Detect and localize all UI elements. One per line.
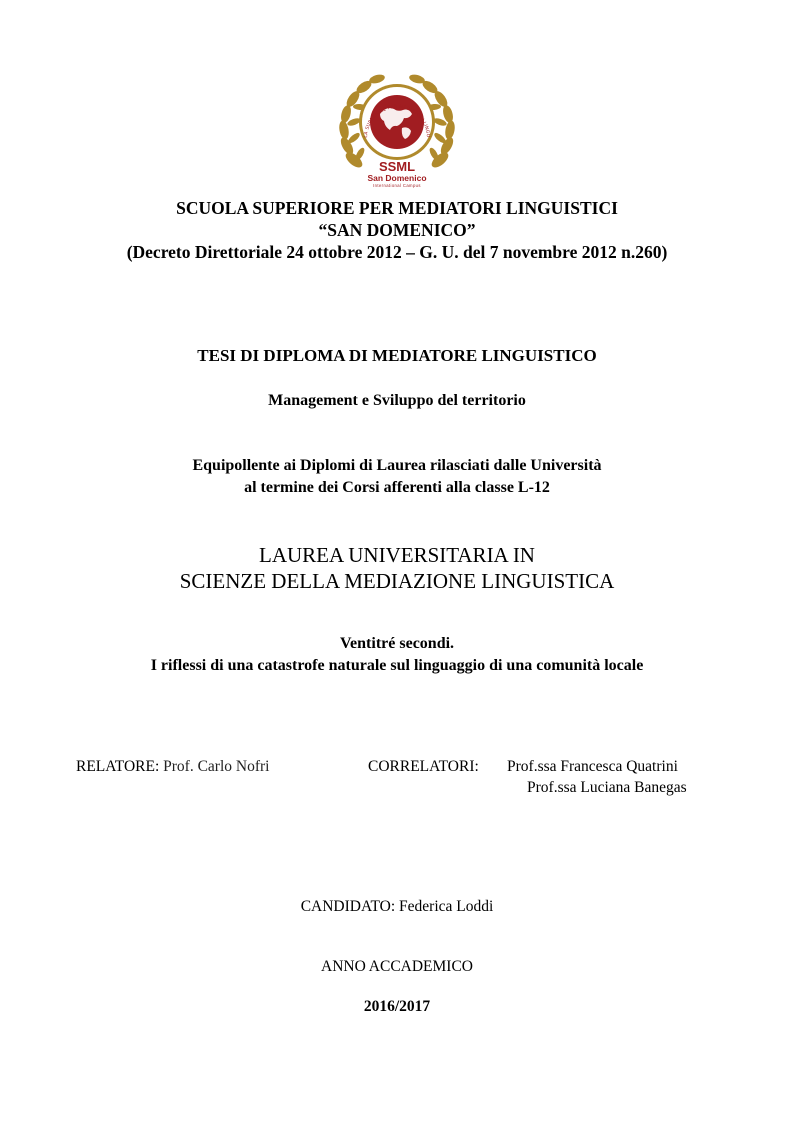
logo-acronym: SSML [378, 159, 416, 174]
correlatori-label: CORRELATORI: [368, 758, 479, 775]
degree-line-1: LAUREA UNIVERSITARIA IN [259, 543, 535, 567]
candidato-label: CANDIDATO: [300, 898, 396, 915]
correlatore-name: Prof.ssa Francesca Quatrini [507, 758, 678, 775]
equivalence-line-2: al termine dei Corsi afferenti alla classe L-12 [244, 479, 550, 496]
correlatore-name: Prof.ssa Luciana Banegas [527, 779, 687, 796]
relatore-label: RELATORE: [76, 758, 160, 775]
thesis-title: Ventitré secondi. [339, 635, 455, 652]
thesis-type: TESI DI DIPLOMA DI MEDIATORE LINGUISTICO [197, 346, 597, 365]
thesis-title-block [0, 633, 794, 677]
logo-name: San Domenico [367, 173, 427, 183]
curriculum: Management e Sviluppo del territorio [268, 392, 526, 409]
thesis-subtitle: I riflessi di una catastrofe naturale sul linguaggio di una comunità locale [150, 657, 644, 674]
school-header [0, 197, 794, 263]
degree-title [0, 542, 794, 594]
candidato [0, 898, 794, 916]
relatore-name: Prof. Carlo Nofri [163, 758, 270, 775]
relatore [76, 758, 269, 776]
logo-tagline: International Campus [373, 183, 421, 188]
school-name: SCUOLA SUPERIORE PER MEDIATORI LINGUISTICI [176, 198, 618, 218]
academic-year-label: ANNO ACCADEMICO [321, 958, 473, 975]
degree-line-2: SCIENZE DELLA MEDIAZIONE LINGUISTICA [179, 569, 615, 593]
school-decree: (Decreto Direttoriale 24 ottobre 2012 – G. U. del 7 novembre 2012 n.260) [126, 242, 668, 262]
school-subname: “SAN DOMENICO” [318, 220, 476, 240]
equivalence-statement [0, 455, 794, 499]
laurel-globe-emblem [336, 68, 458, 188]
institution-logo [336, 68, 458, 188]
candidato-name: Federica Loddi [399, 898, 494, 915]
academic-year-value: 2016/2017 [363, 998, 431, 1015]
equivalence-line-1: Equipollente ai Diplomi di Laurea rilasciati dalle Università [192, 457, 602, 474]
svg-text:SCUOLA SUPERIORE PER MEDIATORI: LA SUPERIORE PER MEDIATORI LINGU [363, 104, 431, 138]
